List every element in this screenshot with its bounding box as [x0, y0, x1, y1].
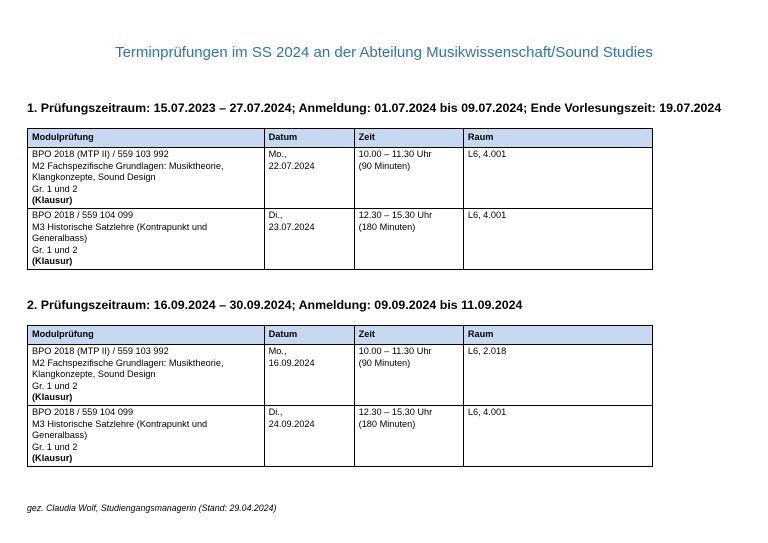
exam-table-1 [27, 128, 653, 270]
section-2-heading: 2. Prüfungszeitraum: 16.09.2024 – 30.09.2024; Anmeldung: 09.09.2024 bis 11.09.2024 [27, 298, 523, 312]
date-cell [264, 208, 354, 269]
column-header-date: Datum [264, 129, 354, 148]
table-row [28, 208, 653, 269]
time-cell [354, 345, 463, 406]
module-cell [28, 405, 265, 466]
column-header-date: Datum [264, 326, 354, 345]
time-range: 12.30 – 15.30 Uhr [358, 406, 433, 417]
room-cell: L6, 4.001 [463, 208, 652, 269]
weekday: Di., [268, 406, 283, 417]
weekday: Di., [268, 209, 283, 220]
weekday: Mo., [268, 346, 287, 356]
exam-type: (Klausur) [32, 453, 73, 464]
module-title: M2 Fachspezifische Grundlagen: Musiktheorie, Klangkonzepte, Sound Design [32, 357, 224, 380]
column-header-module: Modulprüfung [28, 129, 265, 148]
page-title: Terminprüfungen im SS 2024 an der Abteilung Musikwissenschaft/Sound Studies [115, 44, 653, 61]
section-1-heading: 1. Prüfungszeitraum: 15.07.2023 – 27.07.2024; Anmeldung: 01.07.2024 bis 09.07.2024; Ende Vorlesungszeit: 19.07.2024 [27, 101, 722, 115]
weekday: Mo., [268, 149, 287, 159]
module-code: BPO 2018 / 559 104 099 [32, 209, 134, 220]
exam-table-2 [27, 325, 653, 467]
time-range: 10.00 – 11.30 Uhr [358, 346, 432, 356]
duration: (90 Minuten) [358, 160, 411, 171]
column-header-module: Modulprüfung [28, 326, 265, 345]
column-header-time: Zeit [354, 326, 463, 345]
module-title: M3 Historische Satzlehre (Kontrapunkt und Generalbass) [32, 418, 208, 441]
time-cell [354, 148, 463, 209]
signature-footer: gez. Claudia Wolf, Studiengangsmanagerin (Stand: 29.04.2024) [27, 503, 277, 513]
module-cell [28, 148, 265, 209]
column-header-room: Raum [463, 129, 652, 148]
column-header-time: Zeit [354, 129, 463, 148]
column-header-room: Raum [463, 326, 652, 345]
module-code: BPO 2018 / 559 104 099 [32, 406, 134, 417]
room-cell: L6, 4.001 [463, 405, 652, 466]
module-code: BPO 2018 (MTP II) / 559 103 992 [32, 346, 169, 356]
duration: (180 Minuten) [358, 221, 416, 232]
module-groups: Gr. 1 und 2 [32, 244, 78, 255]
module-cell [28, 208, 265, 269]
table-row [28, 345, 653, 406]
module-groups: Gr. 1 und 2 [32, 380, 78, 391]
module-groups: Gr. 1 und 2 [32, 183, 78, 194]
table-row [28, 148, 653, 209]
time-range: 10.00 – 11.30 Uhr [358, 149, 432, 159]
table-header-row [28, 326, 653, 345]
time-cell [354, 208, 463, 269]
exam-type: (Klausur) [32, 195, 73, 206]
module-title: M3 Historische Satzlehre (Kontrapunkt und Generalbass) [32, 221, 208, 244]
module-groups: Gr. 1 und 2 [32, 441, 78, 452]
date: 24.09.2024 [268, 418, 315, 429]
module-title: M2 Fachspezifische Grundlagen: Musiktheorie, Klangkonzepte, Sound Design [32, 160, 224, 183]
table-header-row [28, 129, 653, 148]
date: 22.07.2024 [268, 160, 315, 171]
date-cell [264, 148, 354, 209]
room-cell: L6, 4.001 [463, 148, 652, 209]
module-cell [28, 345, 265, 406]
module-code: BPO 2018 (MTP II) / 559 103 992 [32, 149, 169, 159]
exam-type: (Klausur) [32, 392, 73, 403]
date: 23.07.2024 [268, 221, 315, 232]
duration: (180 Minuten) [358, 418, 416, 429]
room-cell: L6, 2.018 [463, 345, 652, 406]
time-cell [354, 405, 463, 466]
date-cell [264, 405, 354, 466]
exam-type: (Klausur) [32, 256, 73, 267]
date: 16.09.2024 [268, 357, 315, 368]
date-cell [264, 345, 354, 406]
duration: (90 Minuten) [358, 357, 411, 368]
table-row [28, 405, 653, 466]
time-range: 12.30 – 15.30 Uhr [358, 209, 433, 220]
